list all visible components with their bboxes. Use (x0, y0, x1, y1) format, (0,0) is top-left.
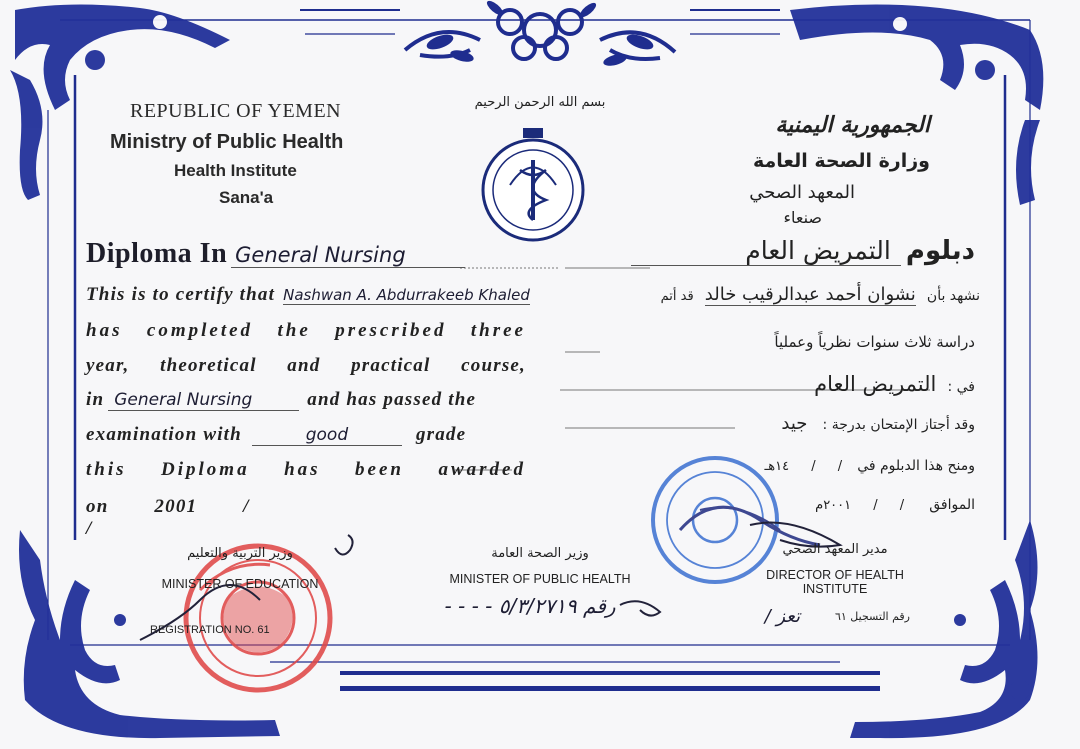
student-name-en: Nashwan A. Abdurrakeeb Khaled (283, 286, 530, 304)
in-field-row-en (86, 389, 526, 411)
institute-name-en: Health Institute (174, 161, 297, 180)
registration-stamp-red (186, 546, 330, 690)
awarded-text-en: this Diploma has been awarded (86, 459, 526, 480)
in-field-ar: التمريض العام (814, 372, 937, 396)
director-en: DIRECTOR OF HEALTH INSTITUTE (766, 568, 904, 596)
grade-label-en: grade (415, 424, 467, 445)
minister-health-ar: وزير الصحة العامة (491, 546, 589, 561)
completed-text-ar: قد أتم (660, 289, 694, 304)
grade-en: good (252, 425, 402, 446)
institute-seal-emblem (483, 128, 583, 240)
director-stamp-blue (653, 458, 820, 582)
in-field-en: General Nursing (108, 390, 299, 411)
minister-health-en: MINISTER OF PUBLIC HEALTH (449, 572, 631, 586)
student-name-ar: نشوان أحمد عبدالرقيب خالد (704, 284, 916, 305)
certify-row-ar (540, 284, 980, 305)
diploma-field-ar: التمريض العام (631, 236, 901, 266)
exam-row-en (86, 424, 526, 446)
passed-text-en: and has passed the (307, 389, 477, 410)
awarded-row-ar (655, 455, 975, 474)
awarded-text-ar: ومنح هذا الدبلوم في (857, 458, 975, 474)
registration-city-ar: تعز / (764, 606, 800, 627)
exam-text-ar: وقد أجتاز الإمتحان بدرجة : (822, 417, 975, 433)
in-field-row-ar (565, 372, 975, 396)
study-text-ar: دراسة ثلاث سنوات نظرياً وعملياً (774, 333, 975, 351)
in-label-ar: في : (947, 379, 975, 395)
course-line-1-en: has completed the prescribed three (86, 320, 526, 341)
minister-education-ar: وزير التربية والتعليم (187, 546, 293, 561)
minister-health-handwriting: رقم ٥/٣/٢٧١٩ - - - - (444, 594, 616, 618)
registration-number-en: REGISTRATION NO. 61 (150, 624, 270, 636)
grade-ar: جيد (781, 413, 808, 434)
floral-ornament-top (405, 10, 675, 59)
minister-education-en: MINISTER OF EDUCATION (161, 577, 319, 591)
awarded-date-ar: / / ١٤هـ (764, 459, 843, 474)
corresponding-row-ar (760, 494, 975, 513)
exam-label-en: examination with (86, 424, 242, 445)
exam-row-ar (565, 413, 975, 434)
director-ar: مدير المعهد الصحي (782, 542, 888, 557)
diploma-field-en: General Nursing (231, 243, 465, 268)
certify-text-ar: نشهد بأن (926, 288, 980, 304)
diploma-title-prefix-ar: دبلوم (905, 236, 975, 266)
basmala: بسم الله الرحمن الرحيم (474, 95, 606, 110)
diploma-title-ar-row (565, 236, 975, 266)
in-label-en: in (86, 389, 105, 410)
registration-number-ar: رقم التسجيل ٦١ (834, 610, 910, 623)
certify-text-en: This is to certify that (86, 284, 276, 305)
ministry-name-en: Ministry of Public Health (110, 131, 344, 153)
country-name-ar: الجمهورية اليمنية (775, 113, 930, 138)
certify-row-en (86, 284, 566, 306)
corresponding-text-ar: الموافق (929, 497, 975, 513)
country-name-en: REPUBLIC OF YEMEN (130, 100, 342, 122)
ministry-name-ar: وزارة الصحة العامة (752, 150, 930, 172)
diploma-title-prefix-en: Diploma In (86, 238, 228, 269)
city-name-en: Sana'a (219, 188, 274, 207)
institute-name-ar: المعهد الصحي (749, 182, 855, 203)
city-name-ar: صنعاء (783, 208, 822, 227)
corresponding-date-ar: / / ٢٠٠١م (815, 498, 905, 513)
diploma-title-en-row (86, 238, 556, 270)
awarded-date-en: on 2001 / / (86, 496, 250, 539)
course-line-2-en: year, theoretical and practical course, (86, 355, 526, 376)
